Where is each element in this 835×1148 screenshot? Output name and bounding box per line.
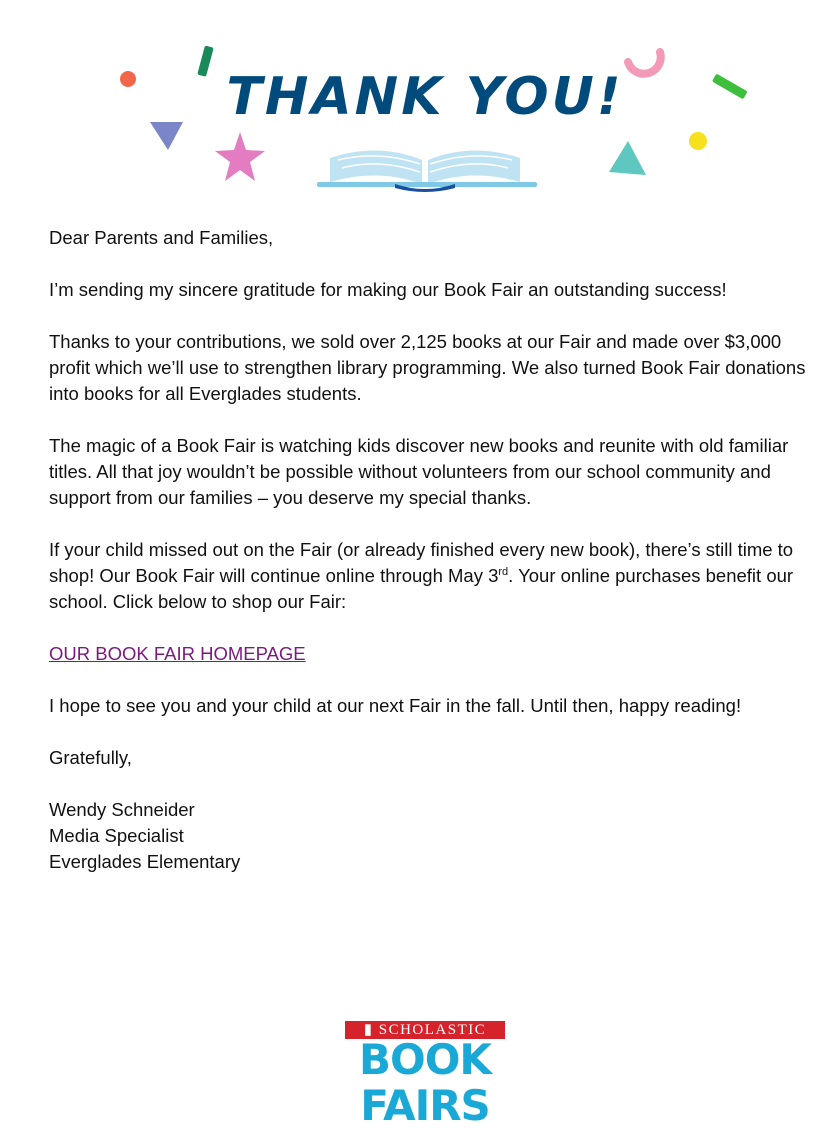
online-shop-text: If your child missed out on the Fair (or already finished every new book), there’s still time to shop! Our Book Fair will continue online through May 3 — [49, 539, 794, 586]
signature-role: Media Specialist — [49, 825, 184, 846]
page-title: THANK YOU! — [226, 67, 624, 127]
letter-body — [49, 225, 819, 875]
teal-triangle-icon — [609, 141, 646, 175]
thank-you-header — [0, 0, 835, 200]
closing: Gratefully, — [49, 747, 132, 768]
homepage-link-line — [49, 641, 819, 667]
open-book-icon — [317, 150, 537, 192]
paragraph-online-shop — [49, 537, 819, 615]
online-shop-text-end: . Your online purchases benefit our school. Click below to shop our Fair: — [49, 565, 794, 612]
paragraph-closing: I hope to see you and your child at our next Fair in the fall. Until then, happy reading! — [49, 695, 742, 716]
pink-arc-icon — [628, 52, 661, 74]
book-fair-homepage-link[interactable]: OUR BOOK FAIR HOMEPAGE — [49, 643, 306, 664]
signature — [49, 797, 819, 875]
scholastic-label: SCHOLASTIC — [378, 1022, 487, 1038]
scholastic-book-fairs-logo — [0, 1015, 835, 1130]
purple-triangle-icon — [150, 122, 183, 150]
date-suffix: rd — [498, 566, 509, 578]
signature-name: Wendy Schneider — [49, 799, 195, 820]
paragraph-results: Thanks to your contributions, we sold over 2,125 books at our Fair and made over $3,000 profit which we’ll use to strengthen library programming. We also turned Book Fair donations into books for all Everglades students. — [49, 331, 806, 404]
yellow-circle-icon — [689, 132, 707, 150]
orange-circle-icon — [120, 71, 136, 87]
signature-school: Everglades Elementary — [49, 851, 241, 872]
green-bar-right-icon — [712, 74, 748, 100]
paragraph-magic: The magic of a Book Fair is watching kids discover new books and reunite with old familiar titles. All that joy wouldn’t be possible without volunteers from our school community and support from our families – you deserve my special thanks. — [49, 435, 789, 508]
paragraph-gratitude: I’m sending my sincere gratitude for making our Book Fair an outstanding success! — [49, 279, 727, 300]
pink-star-icon — [215, 132, 265, 181]
salutation: Dear Parents and Families, — [49, 227, 274, 248]
green-bar-icon — [197, 45, 213, 76]
book-fairs-wordmark: BOOK FAIRS — [359, 1035, 491, 1130]
book-icon: ▮ — [363, 1022, 379, 1038]
